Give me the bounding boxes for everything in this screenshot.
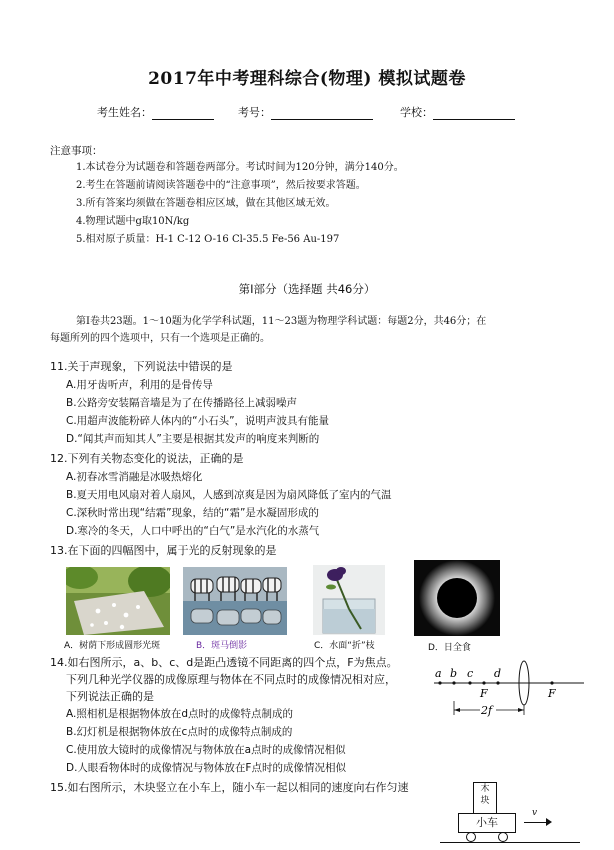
velocity-label: v bbox=[532, 808, 538, 818]
q11-option-a: A.用牙齿听声，利用的是骨传导 bbox=[66, 379, 213, 391]
caption-c: C．水面“折”枝 bbox=[314, 641, 375, 651]
number-label: 考号： bbox=[238, 106, 271, 119]
name-blank bbox=[152, 109, 214, 120]
caption-a: A．树荫下形成圆形光斑 bbox=[64, 641, 161, 651]
caption-b: B．斑马倒影 bbox=[196, 641, 248, 651]
q11-stem: 11.关于声现象，下列说法中错误的是 bbox=[50, 360, 233, 373]
label-a: a bbox=[435, 667, 442, 680]
school-field bbox=[400, 104, 515, 120]
note-item: 4.物理试题中g取10N/kg bbox=[76, 216, 190, 227]
notes-heading: 注意事项： bbox=[50, 145, 103, 157]
section-intro-1: 第Ⅰ卷共23题。1～10题为化学学科试题，11～23题为物理学科试题：每题2分，共46分；在 bbox=[76, 316, 487, 327]
q12-option-b: B.夏天用电风扇对着人扇风，人感到凉爽是因为扇风降低了室内的气温 bbox=[66, 489, 392, 501]
q11-option-c: C.用超声波能粉碎人体内的“小石头”，说明声波具有能量 bbox=[66, 415, 330, 427]
label-2f: 2f bbox=[481, 704, 493, 717]
image-b-zebra-reflection bbox=[183, 567, 287, 635]
block-label-2: 块 bbox=[480, 796, 490, 806]
name-label: 考生姓名： bbox=[97, 106, 152, 119]
label-d: d bbox=[494, 667, 502, 680]
q15-stem: 15.如右图所示，木块竖立在小车上，随小车一起以相同的速度向右作匀速 bbox=[50, 781, 409, 794]
label-f-left: F bbox=[480, 687, 488, 700]
number-blank bbox=[271, 109, 373, 120]
q14-line3: 下列说法正确的是 bbox=[66, 690, 154, 703]
note-item: 3.所有答案均须做在答题卷相应区域，做在其他区域无效。 bbox=[76, 198, 336, 209]
wood-block bbox=[473, 782, 497, 814]
label-c: c bbox=[467, 667, 474, 680]
q14-line2: 下列几种光学仪器的成像原理与物体在不同点时的成像情况相对应， bbox=[66, 673, 396, 686]
name-field bbox=[97, 104, 214, 120]
note-item: 1.本试卷分为试题卷和答题卷两部分。考试时间为120分钟，满分140分。 bbox=[76, 162, 404, 173]
school-blank bbox=[433, 109, 515, 120]
image-d-solar-eclipse bbox=[414, 560, 500, 636]
section-intro-2: 每题所列的四个选项中，只有一个选项是正确的。 bbox=[50, 333, 270, 344]
velocity-arrow bbox=[524, 822, 548, 823]
label-f-right: F bbox=[548, 687, 556, 700]
wheel-left bbox=[466, 832, 476, 842]
q12-stem: 12.下列有关物态变化的说法，正确的是 bbox=[50, 452, 244, 465]
page-title: 2017年中考理科综合(物理) 模拟试题卷 bbox=[148, 69, 466, 89]
caption-d: D．日全食 bbox=[428, 643, 471, 653]
q14-option-b: B.幻灯机是根据物体放在c点时的成像特点制成的 bbox=[66, 726, 293, 738]
image-c-bent-branch bbox=[313, 565, 385, 635]
label-b: b bbox=[450, 667, 458, 680]
school-label: 学校： bbox=[400, 106, 433, 119]
ground-line bbox=[440, 842, 580, 843]
section-title: 第Ⅰ部分（选择题 共46分） bbox=[238, 282, 376, 296]
q12-option-a: A.初春冰雪消融是冰吸热熔化 bbox=[66, 471, 203, 483]
q14-option-a: A.照相机是根据物体放在d点时的成像特点制成的 bbox=[66, 708, 294, 720]
number-field bbox=[238, 104, 373, 120]
q14-option-d: D.人眼看物体时的成像情况与物体放在F点时的成像情况相似 bbox=[66, 762, 346, 774]
q11-option-d: D.“闻其声而知其人”主要是根据其发声的响度来判断的 bbox=[66, 433, 320, 445]
cart-body: 小车 bbox=[458, 813, 516, 833]
q13-stem: 13.在下面的四幅图中，属于光的反射现象的是 bbox=[50, 544, 277, 557]
q14-option-c: C.使用放大镜时的成像情况与物体放在a点时的成像情况相似 bbox=[66, 744, 346, 756]
image-a-leaf-light-spots bbox=[66, 567, 170, 635]
q14-line1: 14.如右图所示，a、b、c、d是距凸透镜不同距离的四个点，F为焦点。 bbox=[50, 656, 398, 669]
arrow-head-icon bbox=[546, 818, 552, 826]
wheel-right bbox=[498, 832, 508, 842]
note-item: 5.相对原子质量：H-1 C-12 O-16 Cl-35.5 Fe-56 Au-197 bbox=[76, 234, 340, 245]
q12-option-c: C.深秋时常出现“结霜”现象，结的“霜”是水凝固形成的 bbox=[66, 507, 319, 519]
q11-option-b: B.公路旁安装隔音墙是为了在传播路径上减弱噪声 bbox=[66, 397, 298, 409]
cart-diagram bbox=[440, 782, 590, 850]
block-label-1: 木 bbox=[480, 784, 490, 794]
q12-option-d: D.寒冷的冬天，人口中呼出的“白气”是水汽化的水蒸气 bbox=[66, 525, 320, 537]
note-item: 2.考生在答题前请阅读答题卷中的“注意事项”，然后按要求答题。 bbox=[76, 180, 366, 191]
lens-diagram bbox=[428, 655, 588, 725]
